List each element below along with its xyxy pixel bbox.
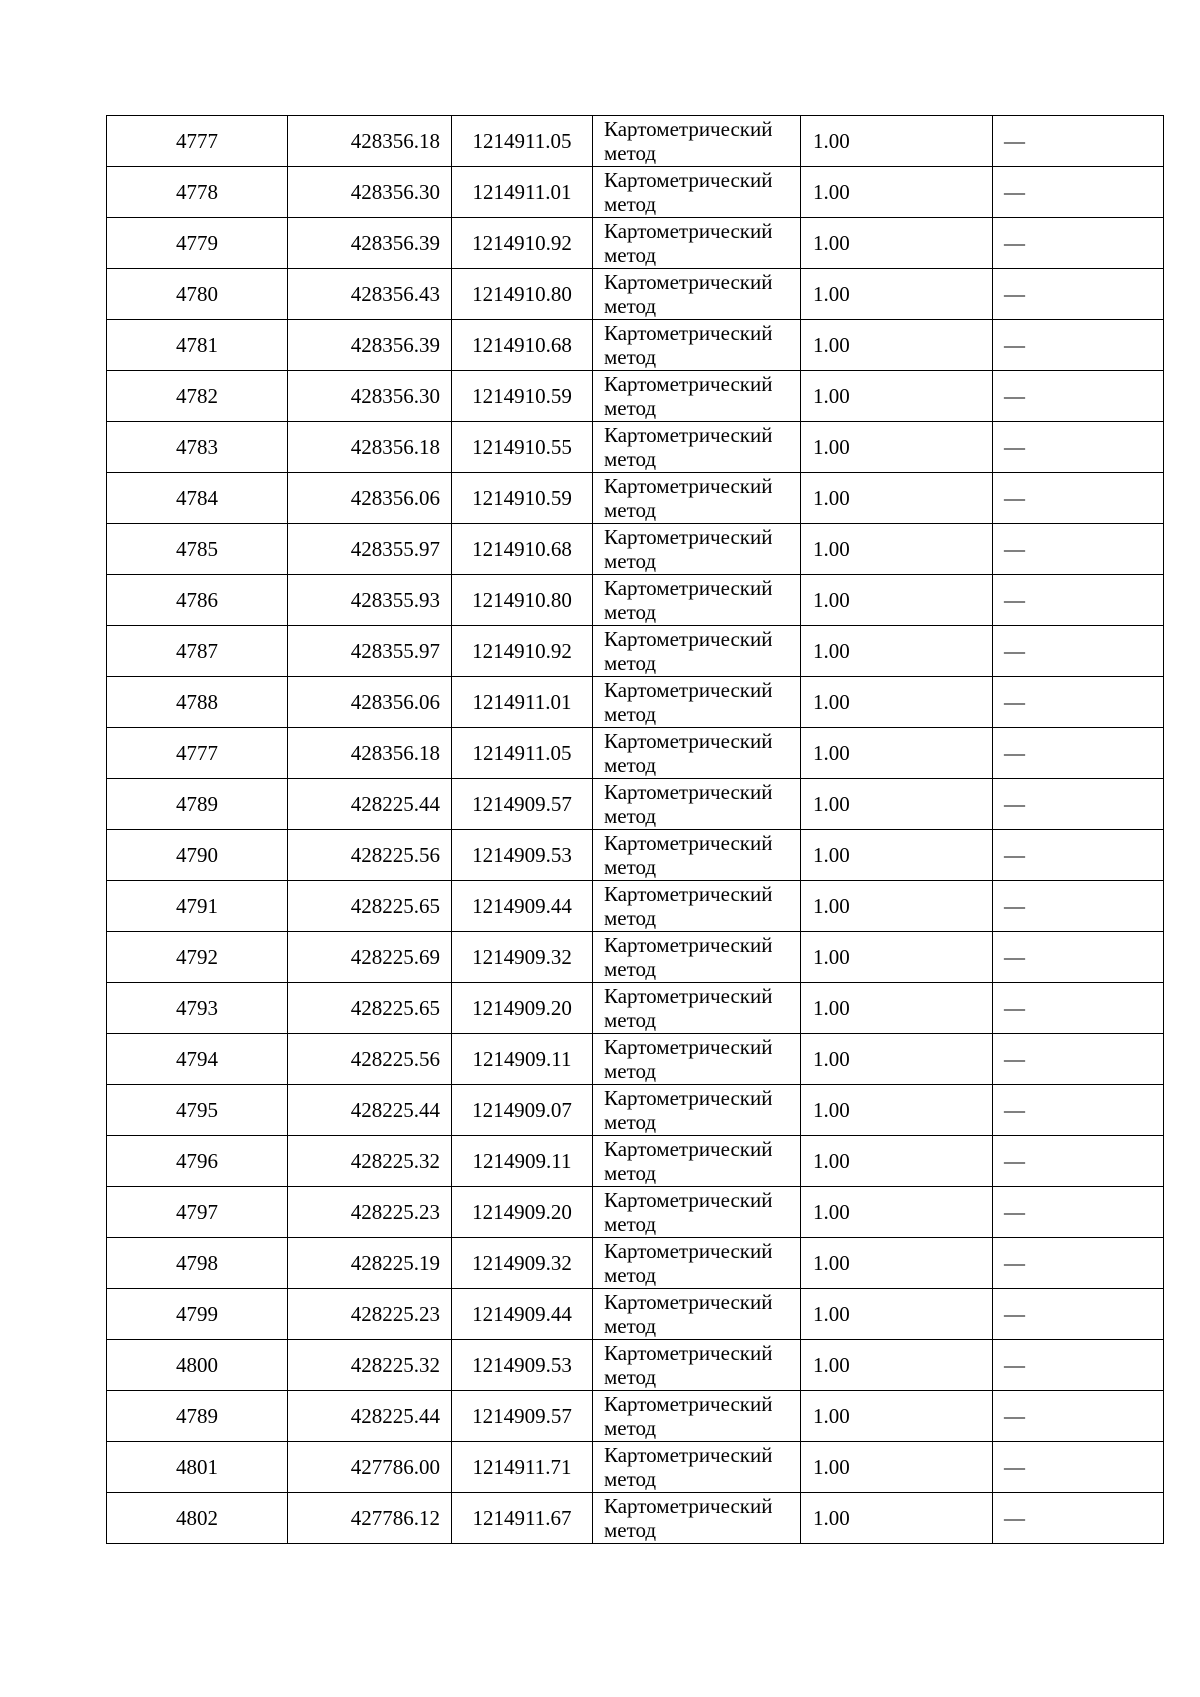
x-coordinate-cell: 428356.30	[288, 371, 452, 422]
method-text-line1: Картометрический	[604, 423, 773, 447]
method-text-line1: Картометрический	[604, 1137, 773, 1161]
x-coordinate-cell: 428356.06	[288, 677, 452, 728]
method-cell	[593, 320, 801, 371]
point-number-cell: 4797	[107, 1187, 288, 1238]
point-number-cell: 4793	[107, 983, 288, 1034]
y-coordinate-cell: 1214910.55	[452, 422, 593, 473]
method-text-line1: Картометрический	[604, 627, 773, 651]
y-coordinate-cell: 1214909.32	[452, 932, 593, 983]
method-cell	[593, 422, 801, 473]
method-text-line1: Картометрический	[604, 1494, 773, 1518]
point-number-cell: 4792	[107, 932, 288, 983]
method-cell	[593, 269, 801, 320]
description-cell: —	[993, 218, 1164, 269]
accuracy-cell: 1.00	[801, 830, 993, 881]
x-coordinate-cell: 428356.43	[288, 269, 452, 320]
table-row	[107, 728, 1164, 779]
table-row	[107, 1493, 1164, 1544]
accuracy-cell: 1.00	[801, 269, 993, 320]
description-cell: —	[993, 524, 1164, 575]
method-cell	[593, 830, 801, 881]
coordinates-table-body	[107, 116, 1164, 1544]
description-cell: —	[993, 371, 1164, 422]
method-cell	[593, 677, 801, 728]
description-cell: —	[993, 320, 1164, 371]
point-number-cell: 4781	[107, 320, 288, 371]
description-cell: —	[993, 575, 1164, 626]
method-cell	[593, 779, 801, 830]
method-cell	[593, 1340, 801, 1391]
method-text-line1: Картометрический	[604, 780, 773, 804]
x-coordinate-cell: 427786.00	[288, 1442, 452, 1493]
method-cell	[593, 1493, 801, 1544]
method-text-line1: Картометрический	[604, 729, 773, 753]
method-cell	[593, 728, 801, 779]
point-number-cell: 4788	[107, 677, 288, 728]
accuracy-cell: 1.00	[801, 575, 993, 626]
accuracy-cell: 1.00	[801, 371, 993, 422]
table-row	[107, 881, 1164, 932]
method-text-line2: метод	[604, 141, 657, 165]
table-row	[107, 575, 1164, 626]
method-text-line1: Картометрический	[604, 270, 773, 294]
y-coordinate-cell: 1214911.05	[452, 728, 593, 779]
accuracy-cell: 1.00	[801, 1034, 993, 1085]
y-coordinate-cell: 1214910.59	[452, 473, 593, 524]
y-coordinate-cell: 1214910.59	[452, 371, 593, 422]
x-coordinate-cell: 428356.18	[288, 422, 452, 473]
point-number-cell: 4789	[107, 1391, 288, 1442]
method-text-line2: метод	[604, 396, 657, 420]
method-text-line2: метод	[604, 957, 657, 981]
x-coordinate-cell: 428356.30	[288, 167, 452, 218]
method-text-line1: Картометрический	[604, 1341, 773, 1365]
x-coordinate-cell: 427786.12	[288, 1493, 452, 1544]
method-cell	[593, 524, 801, 575]
point-number-cell: 4785	[107, 524, 288, 575]
description-cell: —	[993, 626, 1164, 677]
description-cell: —	[993, 1493, 1164, 1544]
accuracy-cell: 1.00	[801, 1085, 993, 1136]
x-coordinate-cell: 428355.93	[288, 575, 452, 626]
method-text-line2: метод	[604, 1008, 657, 1032]
description-cell: —	[993, 1238, 1164, 1289]
accuracy-cell: 1.00	[801, 932, 993, 983]
accuracy-cell: 1.00	[801, 677, 993, 728]
method-text-line2: метод	[604, 702, 657, 726]
y-coordinate-cell: 1214911.01	[452, 677, 593, 728]
x-coordinate-cell: 428225.23	[288, 1289, 452, 1340]
y-coordinate-cell: 1214910.68	[452, 320, 593, 371]
point-number-cell: 4778	[107, 167, 288, 218]
method-text-line1: Картометрический	[604, 1392, 773, 1416]
point-number-cell: 4787	[107, 626, 288, 677]
x-coordinate-cell: 428225.65	[288, 881, 452, 932]
point-number-cell: 4801	[107, 1442, 288, 1493]
description-cell: —	[993, 677, 1164, 728]
description-cell: —	[993, 881, 1164, 932]
x-coordinate-cell: 428356.06	[288, 473, 452, 524]
method-text-line2: метод	[604, 294, 657, 318]
table-row	[107, 1238, 1164, 1289]
method-text-line2: метод	[604, 1416, 657, 1440]
accuracy-cell: 1.00	[801, 473, 993, 524]
y-coordinate-cell: 1214910.80	[452, 269, 593, 320]
table-row	[107, 677, 1164, 728]
method-cell	[593, 473, 801, 524]
method-text-line1: Картометрический	[604, 1035, 773, 1059]
method-text-line1: Картометрический	[604, 372, 773, 396]
method-cell	[593, 1034, 801, 1085]
description-cell: —	[993, 932, 1164, 983]
method-cell	[593, 1136, 801, 1187]
y-coordinate-cell: 1214909.57	[452, 779, 593, 830]
method-text-line2: метод	[604, 753, 657, 777]
table-row	[107, 1442, 1164, 1493]
point-number-cell: 4796	[107, 1136, 288, 1187]
method-text-line2: метод	[604, 1212, 657, 1236]
method-text-line2: метод	[604, 1263, 657, 1287]
point-number-cell: 4795	[107, 1085, 288, 1136]
table-row	[107, 779, 1164, 830]
y-coordinate-cell: 1214910.68	[452, 524, 593, 575]
table-row	[107, 1136, 1164, 1187]
y-coordinate-cell: 1214909.20	[452, 1187, 593, 1238]
point-number-cell: 4798	[107, 1238, 288, 1289]
description-cell: —	[993, 830, 1164, 881]
table-row	[107, 1034, 1164, 1085]
method-text-line2: метод	[604, 1059, 657, 1083]
accuracy-cell: 1.00	[801, 218, 993, 269]
accuracy-cell: 1.00	[801, 1238, 993, 1289]
method-cell	[593, 1187, 801, 1238]
description-cell: —	[993, 1187, 1164, 1238]
method-text-line1: Картометрический	[604, 1188, 773, 1212]
method-text-line2: метод	[604, 549, 657, 573]
method-text-line2: метод	[604, 498, 657, 522]
description-cell: —	[993, 1085, 1164, 1136]
method-text-line1: Картометрический	[604, 321, 773, 345]
method-text-line1: Картометрический	[604, 168, 773, 192]
y-coordinate-cell: 1214909.53	[452, 1340, 593, 1391]
description-cell: —	[993, 1034, 1164, 1085]
x-coordinate-cell: 428355.97	[288, 524, 452, 575]
table-row	[107, 1085, 1164, 1136]
table-row	[107, 983, 1164, 1034]
y-coordinate-cell: 1214909.32	[452, 1238, 593, 1289]
description-cell: —	[993, 167, 1164, 218]
method-text-line2: метод	[604, 906, 657, 930]
description-cell: —	[993, 116, 1164, 167]
accuracy-cell: 1.00	[801, 728, 993, 779]
table-row	[107, 116, 1164, 167]
method-cell	[593, 371, 801, 422]
table-row	[107, 1187, 1164, 1238]
accuracy-cell: 1.00	[801, 626, 993, 677]
x-coordinate-cell: 428355.97	[288, 626, 452, 677]
table-row	[107, 830, 1164, 881]
x-coordinate-cell: 428225.44	[288, 1085, 452, 1136]
method-text-line2: метод	[604, 651, 657, 675]
method-text-line1: Картометрический	[604, 1290, 773, 1314]
accuracy-cell: 1.00	[801, 167, 993, 218]
y-coordinate-cell: 1214909.53	[452, 830, 593, 881]
method-text-line2: метод	[604, 243, 657, 267]
method-cell	[593, 881, 801, 932]
method-text-line1: Картометрический	[604, 1443, 773, 1467]
description-cell: —	[993, 1391, 1164, 1442]
method-text-line1: Картометрический	[604, 933, 773, 957]
accuracy-cell: 1.00	[801, 1289, 993, 1340]
table-row	[107, 320, 1164, 371]
x-coordinate-cell: 428356.18	[288, 116, 452, 167]
y-coordinate-cell: 1214909.44	[452, 881, 593, 932]
point-number-cell: 4791	[107, 881, 288, 932]
description-cell: —	[993, 1442, 1164, 1493]
point-number-cell: 4783	[107, 422, 288, 473]
point-number-cell: 4777	[107, 116, 288, 167]
x-coordinate-cell: 428225.44	[288, 779, 452, 830]
y-coordinate-cell: 1214910.80	[452, 575, 593, 626]
point-number-cell: 4794	[107, 1034, 288, 1085]
method-cell	[593, 167, 801, 218]
method-cell	[593, 575, 801, 626]
x-coordinate-cell: 428225.44	[288, 1391, 452, 1442]
point-number-cell: 4802	[107, 1493, 288, 1544]
method-text-line2: метод	[604, 600, 657, 624]
method-cell	[593, 983, 801, 1034]
y-coordinate-cell: 1214909.07	[452, 1085, 593, 1136]
point-number-cell: 4786	[107, 575, 288, 626]
method-text-line1: Картометрический	[604, 1239, 773, 1263]
method-text-line2: метод	[604, 1365, 657, 1389]
table-row	[107, 422, 1164, 473]
point-number-cell: 4790	[107, 830, 288, 881]
point-number-cell: 4777	[107, 728, 288, 779]
y-coordinate-cell: 1214909.57	[452, 1391, 593, 1442]
description-cell: —	[993, 1289, 1164, 1340]
point-number-cell: 4782	[107, 371, 288, 422]
method-text-line1: Картометрический	[604, 576, 773, 600]
x-coordinate-cell: 428225.56	[288, 830, 452, 881]
point-number-cell: 4779	[107, 218, 288, 269]
description-cell: —	[993, 983, 1164, 1034]
table-row	[107, 473, 1164, 524]
y-coordinate-cell: 1214911.01	[452, 167, 593, 218]
x-coordinate-cell: 428225.23	[288, 1187, 452, 1238]
description-cell: —	[993, 779, 1164, 830]
y-coordinate-cell: 1214909.44	[452, 1289, 593, 1340]
table-row	[107, 167, 1164, 218]
method-text-line2: метод	[604, 192, 657, 216]
y-coordinate-cell: 1214911.05	[452, 116, 593, 167]
method-text-line2: метод	[604, 855, 657, 879]
method-text-line1: Картометрический	[604, 882, 773, 906]
method-text-line1: Картометрический	[604, 525, 773, 549]
description-cell: —	[993, 473, 1164, 524]
method-text-line1: Картометрический	[604, 117, 773, 141]
method-text-line2: метод	[604, 1110, 657, 1134]
method-text-line1: Картометрический	[604, 678, 773, 702]
accuracy-cell: 1.00	[801, 1391, 993, 1442]
y-coordinate-cell: 1214911.71	[452, 1442, 593, 1493]
method-cell	[593, 626, 801, 677]
accuracy-cell: 1.00	[801, 1187, 993, 1238]
y-coordinate-cell: 1214909.11	[452, 1034, 593, 1085]
accuracy-cell: 1.00	[801, 524, 993, 575]
method-cell	[593, 1289, 801, 1340]
method-text-line1: Картометрический	[604, 1086, 773, 1110]
point-number-cell: 4789	[107, 779, 288, 830]
accuracy-cell: 1.00	[801, 1493, 993, 1544]
method-cell	[593, 1085, 801, 1136]
table-row	[107, 932, 1164, 983]
description-cell: —	[993, 1340, 1164, 1391]
accuracy-cell: 1.00	[801, 983, 993, 1034]
table-row	[107, 218, 1164, 269]
y-coordinate-cell: 1214909.20	[452, 983, 593, 1034]
method-text-line1: Картометрический	[604, 474, 773, 498]
x-coordinate-cell: 428356.18	[288, 728, 452, 779]
method-text-line1: Картометрический	[604, 984, 773, 1008]
x-coordinate-cell: 428225.32	[288, 1340, 452, 1391]
x-coordinate-cell: 428225.19	[288, 1238, 452, 1289]
method-cell	[593, 1391, 801, 1442]
accuracy-cell: 1.00	[801, 1136, 993, 1187]
y-coordinate-cell: 1214911.67	[452, 1493, 593, 1544]
point-number-cell: 4784	[107, 473, 288, 524]
description-cell: —	[993, 728, 1164, 779]
x-coordinate-cell: 428225.32	[288, 1136, 452, 1187]
accuracy-cell: 1.00	[801, 1340, 993, 1391]
method-cell	[593, 932, 801, 983]
y-coordinate-cell: 1214910.92	[452, 218, 593, 269]
method-cell	[593, 218, 801, 269]
accuracy-cell: 1.00	[801, 881, 993, 932]
accuracy-cell: 1.00	[801, 116, 993, 167]
table-row	[107, 269, 1164, 320]
table-row	[107, 1391, 1164, 1442]
accuracy-cell: 1.00	[801, 422, 993, 473]
x-coordinate-cell: 428225.65	[288, 983, 452, 1034]
method-text-line2: метод	[604, 1518, 657, 1542]
accuracy-cell: 1.00	[801, 320, 993, 371]
x-coordinate-cell: 428356.39	[288, 320, 452, 371]
accuracy-cell: 1.00	[801, 1442, 993, 1493]
point-number-cell: 4799	[107, 1289, 288, 1340]
coordinates-table	[106, 115, 1164, 1544]
x-coordinate-cell: 428225.69	[288, 932, 452, 983]
method-text-line2: метод	[604, 1161, 657, 1185]
y-coordinate-cell: 1214909.11	[452, 1136, 593, 1187]
table-row	[107, 524, 1164, 575]
description-cell: —	[993, 269, 1164, 320]
method-cell	[593, 1442, 801, 1493]
description-cell: —	[993, 1136, 1164, 1187]
method-text-line2: метод	[604, 1467, 657, 1491]
x-coordinate-cell: 428356.39	[288, 218, 452, 269]
method-text-line2: метод	[604, 804, 657, 828]
table-row	[107, 371, 1164, 422]
table-row	[107, 1289, 1164, 1340]
method-text-line2: метод	[604, 447, 657, 471]
table-row	[107, 1340, 1164, 1391]
method-text-line2: метод	[604, 345, 657, 369]
method-text-line1: Картометрический	[604, 831, 773, 855]
table-row	[107, 626, 1164, 677]
point-number-cell: 4780	[107, 269, 288, 320]
method-text-line1: Картометрический	[604, 219, 773, 243]
method-cell	[593, 116, 801, 167]
method-cell	[593, 1238, 801, 1289]
y-coordinate-cell: 1214910.92	[452, 626, 593, 677]
accuracy-cell: 1.00	[801, 779, 993, 830]
method-text-line2: метод	[604, 1314, 657, 1338]
description-cell: —	[993, 422, 1164, 473]
point-number-cell: 4800	[107, 1340, 288, 1391]
x-coordinate-cell: 428225.56	[288, 1034, 452, 1085]
